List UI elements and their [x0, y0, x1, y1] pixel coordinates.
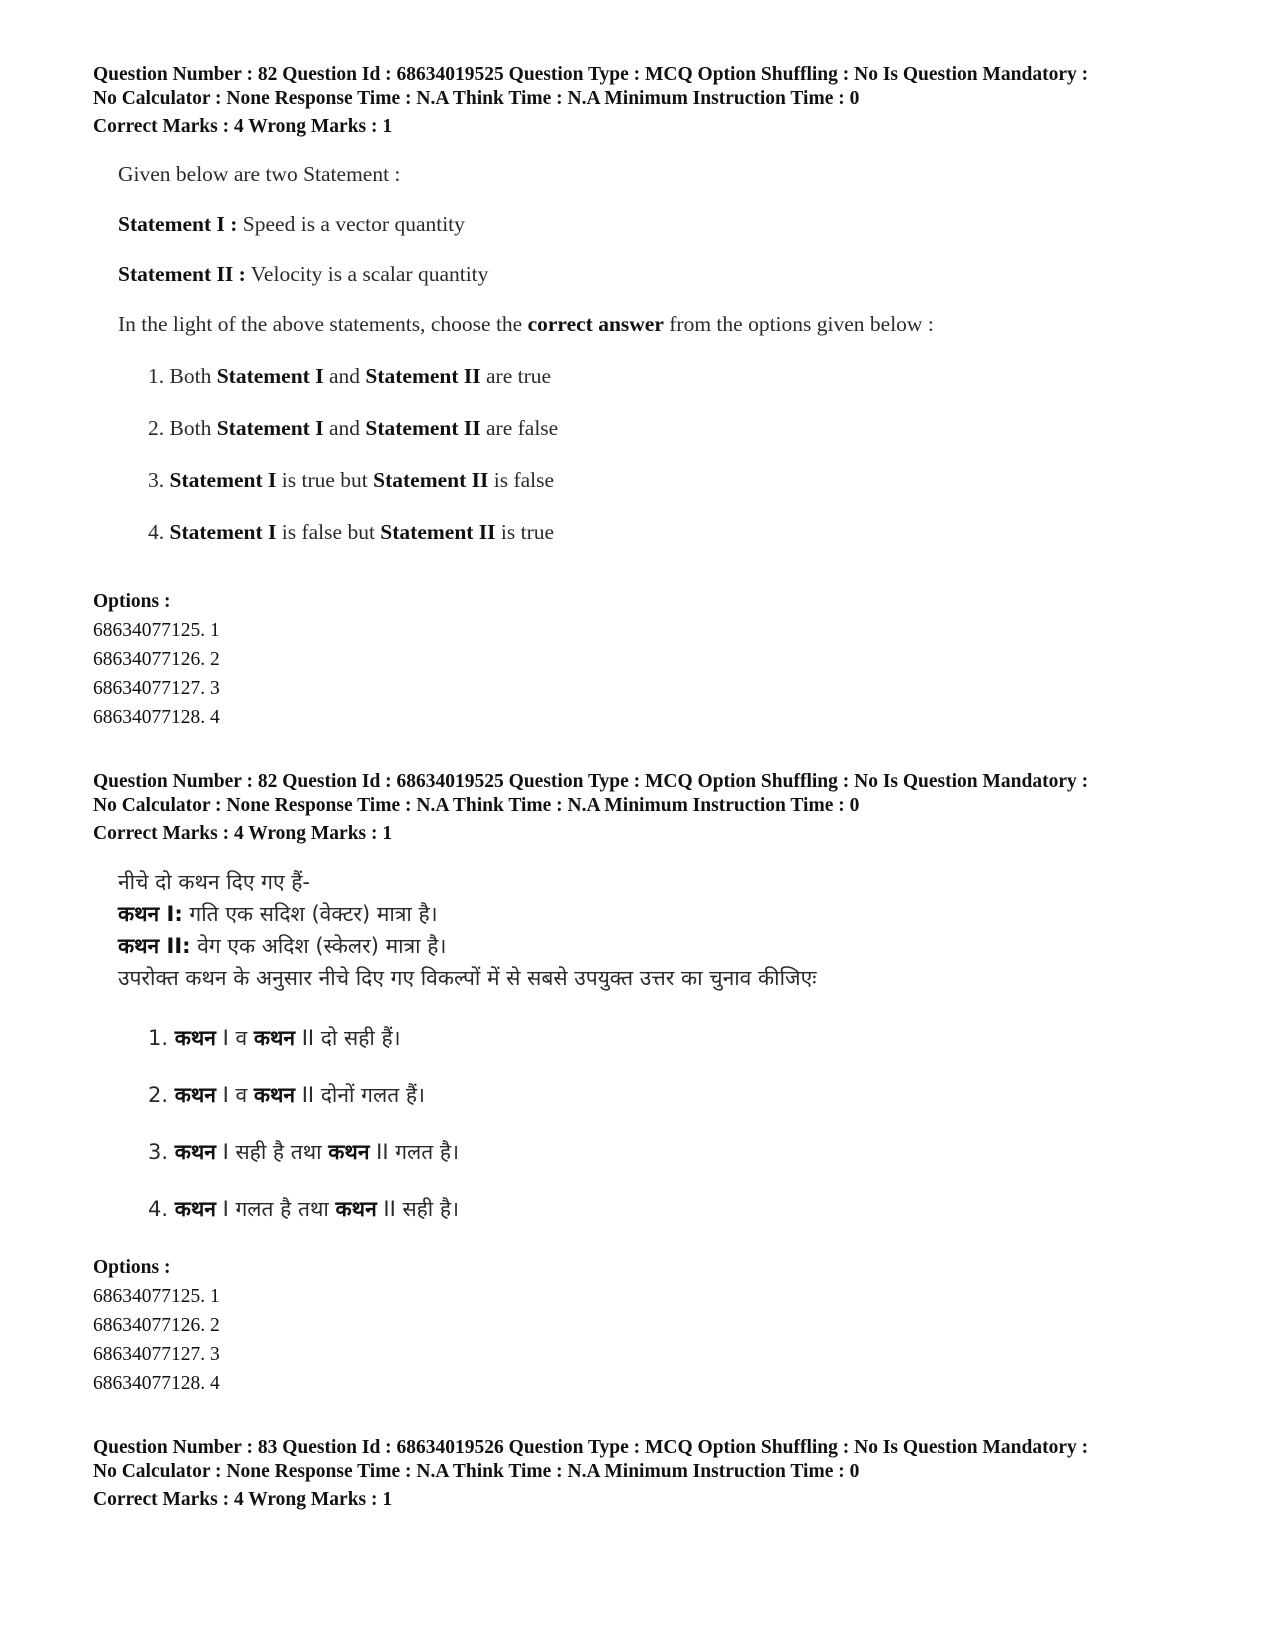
choice-2: 2. कथन I व कथन II दोनों गलत हैं। — [148, 1083, 425, 1107]
choice-1: 1. Both Statement I and Statement II are true — [148, 364, 552, 388]
marks-line: Correct Marks : 4 Wrong Marks : 1 — [93, 823, 393, 844]
meta-line-1: Question Number : 82 Question Id : 68634019525 Question Type : MCQ Option Shuffling : No Is Question Mandatory : — [93, 64, 1089, 85]
options-list — [93, 1253, 220, 1398]
meta-line-1: Question Number : 82 Question Id : 68634019525 Question Type : MCQ Option Shuffling : No Is Question Mandatory : — [93, 771, 1089, 792]
statement-1: Statement I : Speed is a vector quantity — [118, 212, 465, 236]
meta-line-2: No Calculator : None Response Time : N.A Think Time : N.A Minimum Instruction Time : 0 — [93, 1461, 860, 1482]
choice-4: 4. Statement I is false but Statement II is true — [148, 520, 555, 544]
question-instruction: In the light of the above statements, choose the correct answer from the options given below : — [118, 312, 934, 336]
meta-line-2: No Calculator : None Response Time : N.A Think Time : N.A Minimum Instruction Time : 0 — [93, 88, 860, 109]
option-item: 68634077125. 1 — [93, 1286, 220, 1307]
option-item: 68634077127. 3 — [93, 1344, 220, 1365]
option-item: 68634077126. 2 — [93, 649, 220, 670]
choice-3: 3. कथन I सही है तथा कथन II गलत है। — [148, 1140, 460, 1164]
options-header: Options : — [93, 591, 171, 612]
meta-line-2: No Calculator : None Response Time : N.A Think Time : N.A Minimum Instruction Time : 0 — [93, 795, 860, 816]
question-meta — [93, 1436, 1213, 1512]
option-item: 68634077128. 4 — [93, 1373, 220, 1394]
statement-2: कथन II: वेग एक अदिश (स्केलर) मात्रा है। — [118, 934, 447, 958]
question-intro: नीचे दो कथन दिए गए हैं- — [118, 870, 310, 894]
question-meta — [93, 770, 1213, 846]
choice-4: 4. कथन I गलत है तथा कथन II सही है। — [148, 1197, 460, 1221]
marks-line: Correct Marks : 4 Wrong Marks : 1 — [93, 116, 393, 137]
choice-3: 3. Statement I is true but Statement II is false — [148, 468, 555, 492]
option-item: 68634077128. 4 — [93, 707, 220, 728]
option-item: 68634077125. 1 — [93, 620, 220, 641]
choice-1: 1. कथन I व कथन II दो सही हैं। — [148, 1026, 401, 1050]
meta-line-1: Question Number : 83 Question Id : 68634019526 Question Type : MCQ Option Shuffling : No Is Question Mandatory : — [93, 1437, 1089, 1458]
question-meta — [93, 63, 1213, 139]
statement-2: Statement II : Velocity is a scalar quantity — [118, 262, 489, 286]
option-item: 68634077127. 3 — [93, 678, 220, 699]
statement-1: कथन I: गति एक सदिश (वेक्टर) मात्रा है। — [118, 902, 438, 926]
question-instruction: उपरोक्त कथन के अनुसार नीचे दिए गए विकल्पों में से सबसे उपयुक्त उत्तर का चुनाव कीजिएः — [118, 966, 817, 990]
option-item: 68634077126. 2 — [93, 1315, 220, 1336]
marks-line: Correct Marks : 4 Wrong Marks : 1 — [93, 1489, 393, 1510]
options-list — [93, 587, 220, 732]
question-intro: Given below are two Statement : — [118, 162, 401, 186]
choice-2: 2. Both Statement I and Statement II are false — [148, 416, 559, 440]
options-header: Options : — [93, 1257, 171, 1278]
